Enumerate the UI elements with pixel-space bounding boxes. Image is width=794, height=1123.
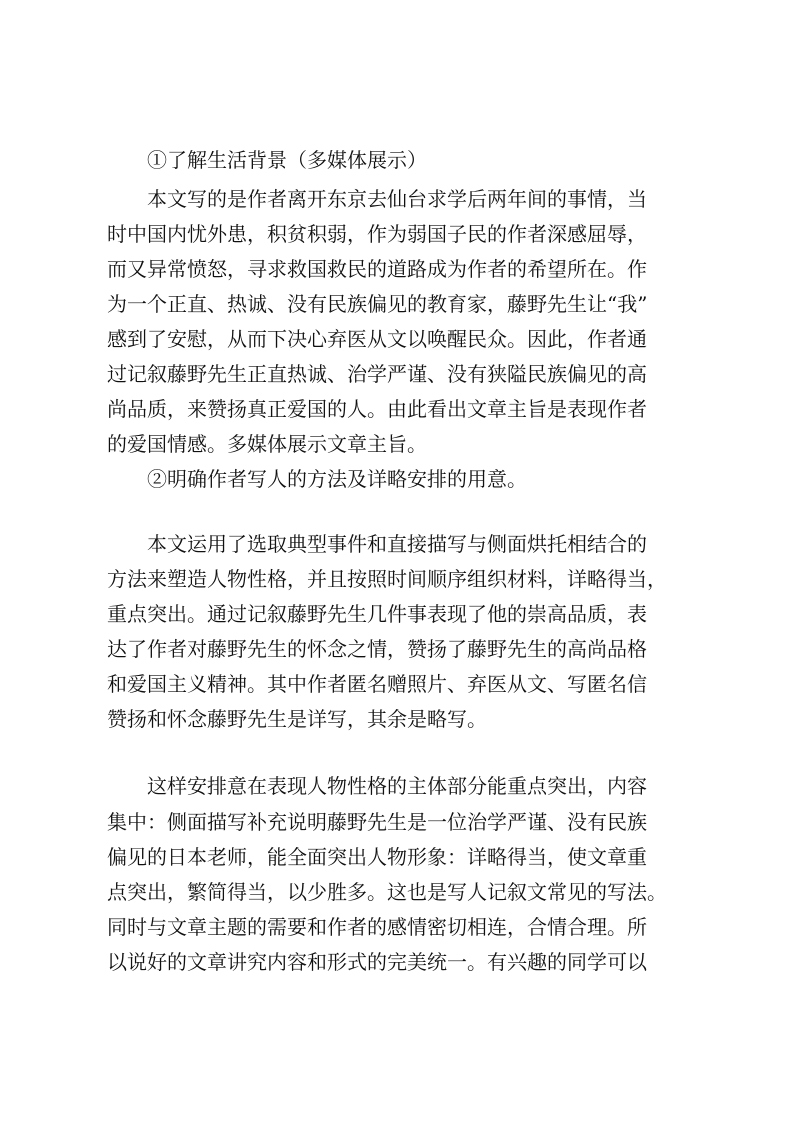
- text-line: 这样安排意在表现人物性格的主体部分能重点突出，内容: [147, 774, 647, 798]
- text-line: 方法来塑造人物性格，并且按照时间顺序组织材料，详略得当，: [107, 567, 667, 591]
- text-line: 感到了安慰，从而下决心弃医从文以唤醒民众。因此，作者通: [107, 327, 647, 351]
- text-line: 的爱国情感。多媒体展示文章主旨。: [107, 432, 427, 456]
- text-line: 过记叙藤野先生正直热诚、治学严谨、没有狭隘民族偏见的高: [107, 362, 647, 386]
- text-line: 集中：侧面描写补充说明藤野先生是一位治学严谨、没有民族: [107, 810, 647, 834]
- text-line: 为一个正直、热诚、没有民族偏见的教育家，藤野先生让“我”: [107, 292, 648, 316]
- text-line: 偏见的日本老师，能全面突出人物形象：详略得当，使文章重: [107, 845, 647, 869]
- text-line: 同时与文章主题的需要和作者的感情密切相连，合情合理。所: [107, 915, 647, 939]
- text-line: 和爱国主义精神。其中作者匿名赠照片、弃医从文、写匿名信: [107, 672, 647, 696]
- text-line: 而又异常愤怒，寻求救国救民的道路成为作者的希望所在。作: [107, 257, 647, 281]
- text-line: 尚品质，来赞扬真正爱国的人。由此看出文章主旨是表现作者: [107, 397, 647, 421]
- text-line: 赞扬和怀念藤野先生是详写，其余是略写。: [107, 707, 487, 731]
- text-line: 本文运用了选取典型事件和直接描写与侧面烘托相结合的: [147, 532, 647, 556]
- text-line: 时中国内忧外患，积贫积弱，作为弱国子民的作者深感屈辱，: [107, 222, 647, 246]
- text-line: ②明确作者写人的方法及详略安排的用意。: [147, 467, 527, 491]
- text-line: ①了解生活背景（多媒体展示）: [147, 148, 427, 172]
- text-line: 本文写的是作者离开东京去仙台求学后两年间的事情，当: [147, 187, 647, 211]
- text-line: 点突出，繁简得当，以少胜多。这也是写人记叙文常见的写法。: [107, 880, 667, 904]
- text-line: 达了作者对藤野先生的怀念之情，赞扬了藤野先生的高尚品格: [107, 637, 647, 661]
- text-line: 以说好的文章讲究内容和形式的完美统一。有兴趣的同学可以: [107, 950, 647, 974]
- text-line: 重点突出。通过记叙藤野先生几件事表现了他的崇高品质，表: [107, 602, 647, 626]
